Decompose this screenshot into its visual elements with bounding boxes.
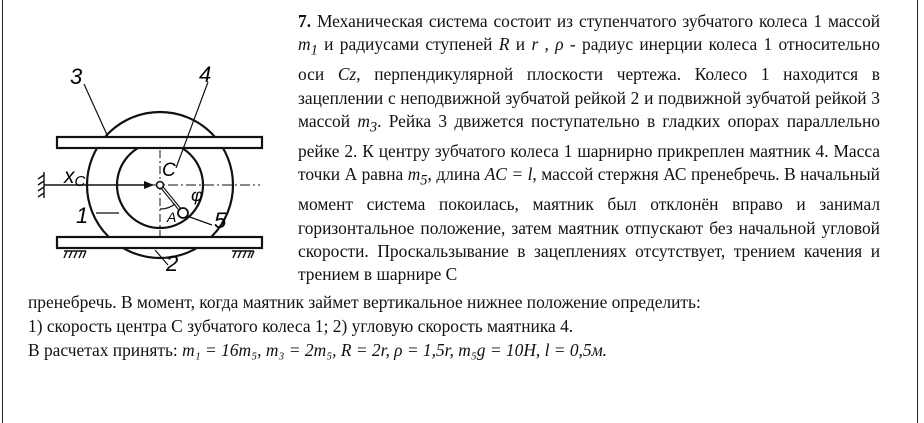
text-line-given [28, 339, 607, 362]
label-2: 2 [166, 251, 179, 276]
label-c: C [162, 160, 176, 181]
hinge-c [157, 182, 164, 189]
pendulum-rod-core [160, 185, 182, 212]
label-3: 3 [70, 64, 83, 89]
label-5: 5 [214, 208, 227, 233]
leader-3 [84, 84, 108, 137]
given-values: m₁ = 16m₅, m₃ = 2m₅, R = 2r, ρ = 1,5r, m₅g = 10H, l = 0,5м. [182, 340, 608, 360]
text-line-conditions: пренебречь. В момент, когда маятник займет вертикальное нижнее положение определить: [28, 292, 701, 312]
leader-5 [187, 216, 212, 225]
mass-point-a [178, 208, 188, 218]
rack-3 [57, 137, 262, 148]
label-xc: xC [64, 165, 86, 190]
label-a: A [167, 209, 177, 225]
problem-text-right: 7. Механическая система состоит из ступенчатого зубчатого колеса 1 массой $m_1$ и радиусами ступеней R и r , ρ - радиус инерции колеса 1 относительно оси Cz, перпендикулярной плоскости чертежа. Колесо 1 находится в зацеплении с неподвижной зубчатой рейкой 2 и подвижной зубчатой рейкой 3 массой $m_3$. Рейка 3 движется поступательно в гладких опорах параллельно рейке 2. К центру зубчатого колеса 1 шарнирно прикреплен маятник 4. Масса точки А равна $m_5$, длина AC = l, массой стержня АС пренебречь. В начальный момент система покоилась, маятник был отклонён вправо и занимал горизонтальное положение, затем маятник отпускают без начальной угловой скорости. Проскальзывание в зацеплениях отсутствует, трением качения и трением в шарнире С [298, 11, 880, 285]
given-label: В расчетах принять: [28, 340, 183, 360]
mechanism-diagram [0, 0, 290, 290]
rack-2 [57, 237, 262, 248]
origin-wall [38, 172, 44, 198]
problem-number: 7. [298, 11, 312, 31]
label-phi: φ [191, 185, 203, 205]
text-line-questions: 1) скорость центра С зубчатого колеса 1; 2) угловую скорость маятника 4. [28, 316, 574, 336]
label-4: 4 [199, 62, 212, 87]
label-1: 1 [76, 203, 89, 228]
